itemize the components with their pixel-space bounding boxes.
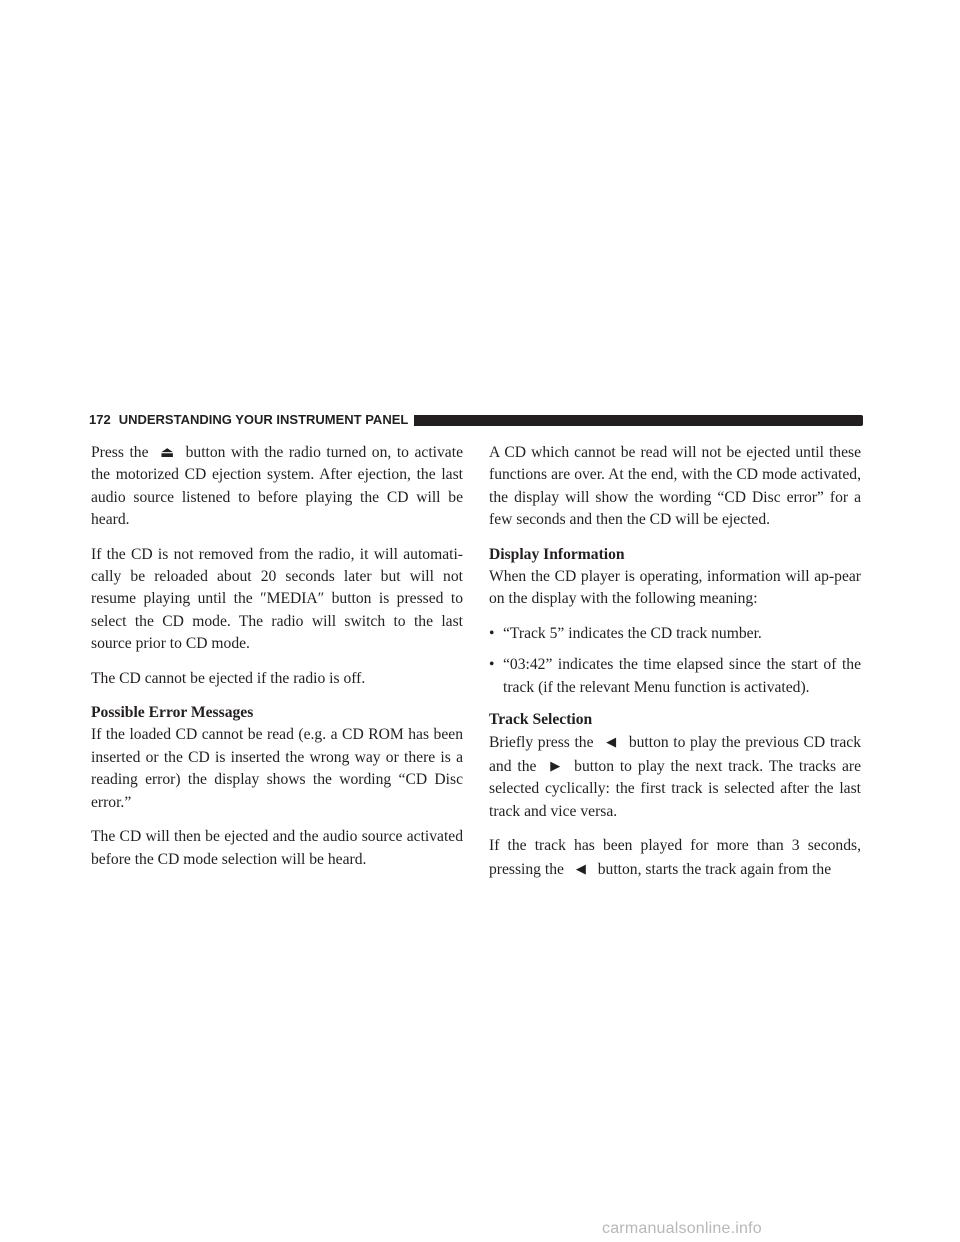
heading-track-selection: Track Selection	[489, 711, 593, 729]
bullet-icon: •	[489, 624, 495, 642]
paragraph-eject	[91, 442, 463, 532]
text: button, starts the track again from the	[597, 860, 832, 878]
paragraph-ejected: The CD will then be ejected and the audio source activated before the CD mode selection will be heard.	[91, 828, 463, 868]
right-column	[489, 442, 861, 893]
text: Press the	[91, 444, 149, 461]
left-triangle-icon: ◀	[575, 860, 586, 876]
paragraph-radio-off: The CD cannot be ejected if the radio is off.	[91, 669, 366, 687]
page-header	[89, 414, 863, 426]
paragraph-restart	[489, 835, 861, 881]
bullet-icon: •	[489, 656, 495, 674]
text: “03:42” indicates the time elapsed since the start of the track (if the relevant Menu function is activated).	[503, 656, 861, 696]
list-item	[489, 623, 861, 645]
list-item	[489, 654, 861, 699]
heading-display-information: Display Information	[489, 545, 625, 563]
eject-icon: ⏏	[159, 445, 175, 461]
paragraph-unreadable: A CD which cannot be read will not be ejected until these functions are over. At the end, with the CD mode activated, the display will show the wording “CD Disc error” for a few seconds and then the CD will be ejected.	[489, 444, 861, 529]
page-number: 172	[89, 412, 111, 427]
paragraph-track	[489, 731, 861, 823]
paragraph-reload: If the CD is not removed from the radio, it will automati-cally be reloaded about 20 seconds later but will not resume playing until the ″MEDIA″ button is pressed to select the CD mode. The radio will switch to the last source prior to CD mode.	[91, 545, 463, 653]
text: Briefly press the	[489, 734, 594, 752]
paragraph-error: If the loaded CD cannot be read (e.g. a CD ROM has been inserted or the CD is inserted the wrong way or there is a reading error) the display shows the wording “CD Disc error.”	[91, 726, 463, 811]
watermark: carmanualsonline.info	[602, 1220, 762, 1237]
text: button with the radio turned on, to activate the motorized CD ejection system. After ejection, the last audio source listened to before playing the CD will be heard.	[91, 444, 463, 529]
text: If the track has been played for more than 3 seconds, pressing the	[489, 837, 861, 878]
section-title: UNDERSTANDING YOUR INSTRUMENT PANEL	[118, 412, 409, 427]
right-triangle-icon: ▶	[550, 757, 561, 773]
left-column	[91, 442, 463, 883]
left-triangle-icon: ◀	[606, 734, 617, 750]
text: button to play the previous CD track and the	[489, 734, 861, 775]
header-rule	[414, 415, 863, 426]
text: “Track 5” indicates the CD track number.	[503, 624, 762, 642]
display-bullets	[489, 623, 861, 699]
paragraph-display: When the CD player is operating, information will ap-pear on the display with the following meaning:	[489, 568, 861, 608]
heading-error-messages: Possible Error Messages	[91, 704, 254, 722]
text: button to play the next track. The tracks are selected cyclically: the first track is selected after the last track and vice versa.	[489, 757, 861, 820]
